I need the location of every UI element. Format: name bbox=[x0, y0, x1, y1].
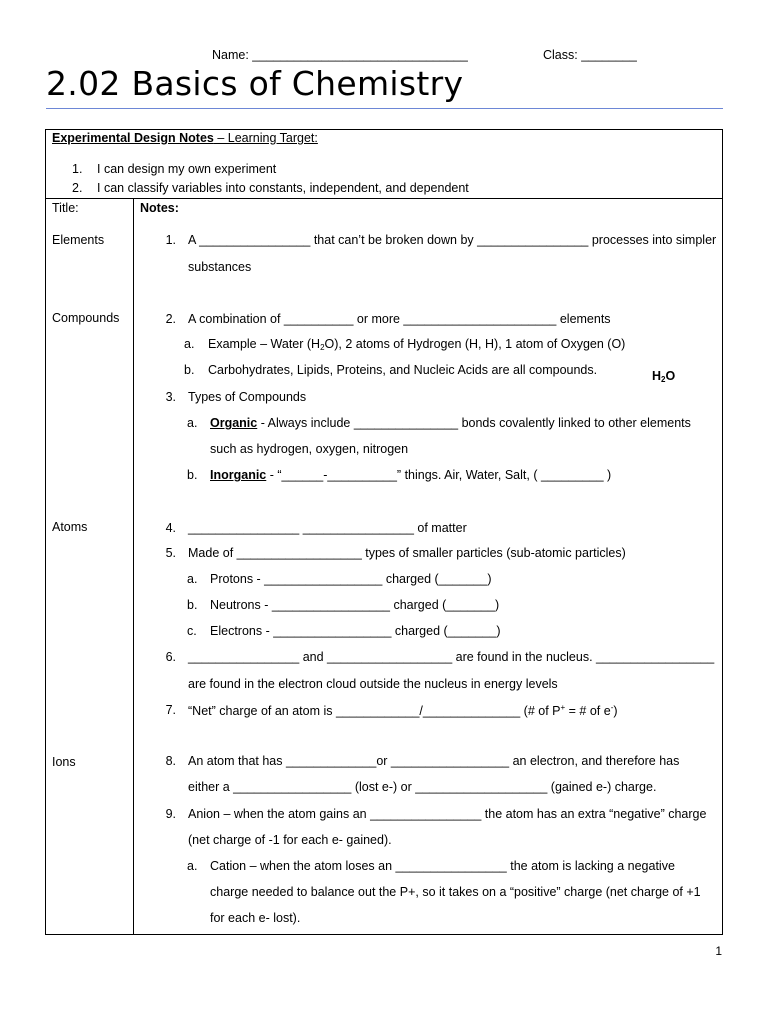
section-atoms: Atoms bbox=[52, 520, 88, 534]
item-3a-text: Organic - Always include _______________ bonds covalently linked to other elements bbox=[210, 416, 691, 430]
page-number: 1 bbox=[715, 944, 722, 958]
section-elements: Elements bbox=[52, 233, 105, 247]
item-5-text: Made of __________________ types of smaller particles (sub-atomic particles) bbox=[188, 546, 626, 560]
item-9a-continuation-1: charge needed to balance out the P+, so it takes on a “positive” charge (net charge of +1 bbox=[210, 885, 701, 899]
item-5-number: 5. bbox=[165, 546, 176, 560]
section-ions: Ions bbox=[52, 755, 76, 769]
item-3-text: Types of Compounds bbox=[188, 390, 307, 404]
item-1-text: A ________________ that can’t be broken down by ________________ processes into simpler bbox=[188, 233, 717, 247]
item-9a-text: Cation – when the atom loses an ________________ the atom is lacking a negative bbox=[210, 859, 675, 873]
item-6-continuation: are found in the electron cloud outside the nucleus in energy levels bbox=[188, 677, 558, 691]
section-compounds: Compounds bbox=[52, 311, 120, 325]
item-2a-letter: a. bbox=[184, 337, 195, 351]
item-2a-text: Example – Water $(H_2O)$, 2 atoms of Hydrogen (H, H), 1 atom of Oxygen (O) bbox=[208, 337, 626, 352]
target-1-text: I can design my own experiment bbox=[97, 162, 277, 176]
item-9a-continuation-2: for each e- lost). bbox=[210, 911, 301, 925]
item-7-text: “Net” charge of an atom is ____________/______________ (# of P+ = # of e-) bbox=[188, 703, 618, 718]
target-1-number: 1. bbox=[72, 162, 83, 176]
item-5c-text: Electrons - _________________ charged (_______) bbox=[210, 624, 501, 638]
item-2b-letter: b. bbox=[184, 363, 195, 377]
item-1-number: 1. bbox=[165, 233, 176, 247]
item-9a-letter: a. bbox=[187, 859, 198, 873]
item-3a-letter: a. bbox=[187, 416, 198, 430]
column-divider bbox=[133, 198, 134, 935]
target-2-text: I can classify variables into constants, independent, and dependent bbox=[97, 181, 469, 195]
item-1-continuation: substances bbox=[188, 260, 252, 274]
item-7-number: 7. bbox=[165, 703, 176, 717]
item-5b-text: Neutrons - _________________ charged (_______) bbox=[210, 598, 500, 612]
target-2-number: 2. bbox=[72, 181, 83, 195]
item-5b-letter: b. bbox=[187, 598, 198, 612]
page-title: 2.02 Basics of Chemistry bbox=[46, 64, 464, 103]
item-6-number: 6. bbox=[165, 650, 176, 664]
item-9-text: Anion – when the atom gains an ________________ the atom has an extra “negative” charge bbox=[188, 807, 707, 821]
h2o-formula: $H_2O$ bbox=[652, 369, 676, 384]
box-header-divider bbox=[45, 198, 723, 199]
item-3b-letter: b. bbox=[187, 468, 198, 482]
title-rule bbox=[46, 108, 723, 109]
item-4-number: 4. bbox=[165, 521, 176, 535]
item-8-text: An atom that has _____________or _________________ an electron, and therefore has bbox=[188, 754, 680, 768]
class-field-label: Class: ________ bbox=[543, 48, 637, 62]
item-8-number: 8. bbox=[165, 754, 176, 768]
item-6-text: ________________ and __________________ are found in the nucleus. _________________ bbox=[188, 650, 715, 664]
item-2b-text: Carbohydrates, Lipids, Proteins, and Nucleic Acids are all compounds. bbox=[208, 363, 598, 377]
item-8-continuation: either a _________________ (lost e-) or ___________________ (gained e-) charge. bbox=[188, 780, 657, 794]
item-3-number: 3. bbox=[165, 390, 176, 404]
item-3b-text: Inorganic - “______-__________” things. Air, Water, Salt, ( _________ ) bbox=[210, 468, 612, 482]
notes-label: Notes: bbox=[140, 201, 179, 215]
item-5c-letter: c. bbox=[187, 624, 197, 638]
title-label: Title: bbox=[52, 201, 79, 215]
item-3a-continuation: such as hydrogen, oxygen, nitrogen bbox=[210, 442, 409, 456]
learning-target-heading: Experimental Design Notes – Learning Target: bbox=[52, 131, 318, 145]
item-9-number: 9. bbox=[165, 807, 176, 821]
item-2-text: A combination of __________ or more ______________________ elements bbox=[188, 312, 611, 326]
item-5a-letter: a. bbox=[187, 572, 198, 586]
name-field-label: Name: _______________________________ bbox=[212, 48, 468, 62]
item-2-number: 2. bbox=[165, 312, 176, 326]
item-9-continuation: (net charge of -1 for each e- gained). bbox=[188, 833, 392, 847]
item-5a-text: Protons - _________________ charged (_______) bbox=[210, 572, 492, 586]
item-4-text: ________________ ________________ of matter bbox=[188, 521, 467, 535]
